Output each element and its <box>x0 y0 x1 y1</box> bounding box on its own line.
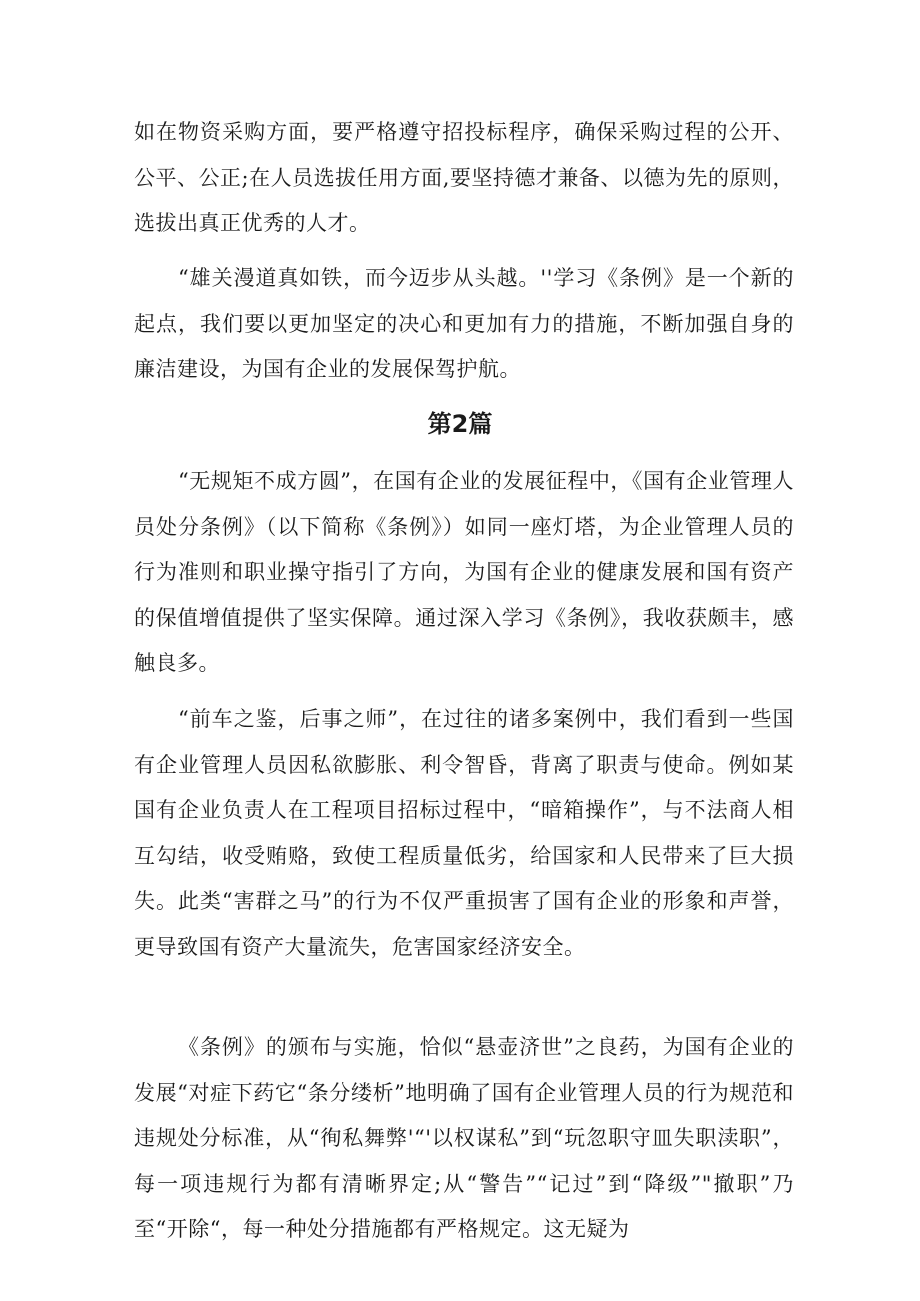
paragraph-rules: “无规矩不成方圆”，在国有企业的发展征程中，《国有企业管理人员处分条例》（以下简称《条例》）如同一座灯塔，为企业管理人员的行为准则和职业操守指引了方向，为国有企业的健康发展和国有资产的保值增值提供了坚实保障。通过深入学习《条例》，我收获颇丰，感触良多。 <box>134 469 794 675</box>
paragraph-cases: “前车之鉴，后事之师”，在过往的诸多案例中，我们看到一些国有企业管理人员因私欲膨胀、利令智昏，背离了职责与使命。例如某国有企业负责人在工程项目招标过程中，“暗箱操作”，与不法商人相互勾结，收受贿赂，致使工程质量低劣，给国家和人民带来了巨大损失。此类“害群之马”的行为不仅严重损害了国有企业的形象和声誉，更导致国有资产大量流失，危害国家经济安全。 <box>134 707 794 959</box>
paragraph-regulation: 《条例》的颁布与实施，恰似“悬壶济世”之良药，为国有企业的发展“对症下药它“条分缕析”地明确了国有企业管理人员的行为规范和违规处分标准，从“徇私舞弊'“'以权谋私”到“玩忽职守皿失职渎职”，每一项违规行为都有清晰界定;从“警告”“记过”到“降级”"撤职”乃至“开除“，每一种处分措施都有严格规定。这无疑为 <box>134 1035 794 1241</box>
paragraph-procurement: 如在物资采购方面，要严格遵守招投标程序，确保采购过程的公开、公平、公正;在人员选拔任用方面,要坚持德才兼备、以德为先的原则，选拔出真正优秀的人才。 <box>134 120 794 235</box>
section-title: 第2篇 <box>427 410 493 438</box>
paragraph-new-start: “雄关漫道真如铁，而今迈步从头越。''学习《条例》是一个新的起点，我们要以更加坚定的决心和更加有力的措施，不断加强自身的廉洁建设，为国有企业的发展保驾护航。 <box>134 266 794 381</box>
